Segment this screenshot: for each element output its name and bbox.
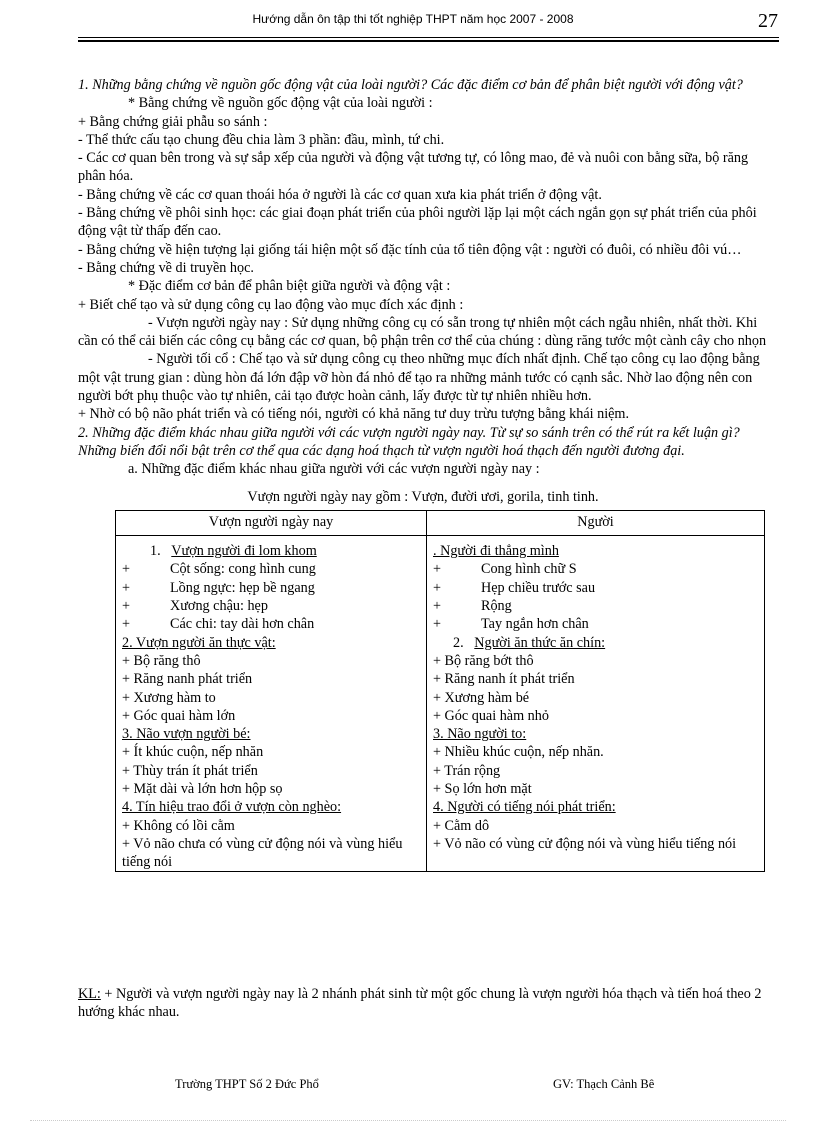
list-item: + Ít khúc cuộn, nếp nhăn	[122, 744, 264, 761]
header-title: Hướng dẫn ôn tập thi tốt nghiệp THPT năm học 2007 - 2008	[252, 12, 574, 26]
list-item: + Góc quai hàm nhỏ	[433, 707, 549, 724]
list-item: + Hẹp chiều trước sau	[433, 579, 596, 596]
paragraph: + Biết chế tạo và sử dụng công cụ lao động vào mục đích xác định :	[78, 296, 464, 313]
list-item: + Bộ răng bớt thô	[433, 652, 534, 669]
list-item: + Góc quai hàm lớn	[122, 707, 236, 724]
list-item: + Vỏ não chưa có vùng cử động nói và vùng hiểu tiếng nói	[122, 835, 403, 871]
question-2: 2. Những đặc điểm khác nhau giữa người với các vượn người ngày nay. Từ sự so sánh trên có thể rút ra kết luận gì? Những biến đổi nổi bật trên cơ thể qua các dạng hoá thạch từ vượn người hoá thạch đến người đương đại.	[78, 424, 740, 459]
list-item: + Rộng	[433, 598, 512, 615]
table-header-human: Người	[427, 510, 765, 535]
list-item: + Vỏ não có vùng cử động nói và vùng hiểu tiếng nói	[433, 835, 737, 852]
list-item: + Các chi: tay dài hơn chân	[122, 616, 315, 633]
group-title: . Người đi thẳng mình	[433, 543, 559, 560]
question-1: 1. Những bằng chứng về nguồn gốc động vật của loài người? Các đặc điểm cơ bản để phân biệt người với động vật?	[78, 77, 743, 93]
conclusion-label: KL:	[78, 986, 101, 1002]
table-cell-ape	[116, 536, 427, 872]
list-item: + Sọ lớn hơn mặt	[433, 780, 532, 797]
header-rule	[78, 37, 779, 38]
group-title: 4. Tín hiệu trao đổi ở vượn còn nghèo:	[122, 799, 342, 816]
list-item: + Bộ răng thô	[122, 652, 201, 669]
paragraph: - Các cơ quan bên trong và sự sắp xếp của người và động vật tương tự, có lông mao, đẻ và nuôi con bằng sữa, bộ răng phân hóa.	[78, 150, 749, 185]
list-item: + Không có lồi cằm	[122, 817, 235, 834]
list-item: + Trán rộng	[433, 762, 501, 779]
sub-heading-a: a. Những đặc điểm khác nhau giữa người với các vượn người ngày nay :	[128, 461, 540, 478]
table-caption: Vượn người ngày nay gồm : Vượn, đười ươi, gorila, tinh tinh.	[247, 488, 599, 505]
page-header	[78, 10, 778, 40]
list-item: + Nhiều khúc cuộn, nếp nhăn.	[433, 744, 604, 761]
paragraph-ape: - Vượn người ngày nay : Sử dụng những công cụ có sẵn trong tự nhiên một cách ngẫu nhiên, nhất thời. Khi cần có thể cải biến các công cụ bằng các cơ quan, bộ phận trên cơ thể của chúng : dùng răng tước một cành cây cho nhọn	[78, 314, 767, 350]
footer-teacher: GV: Thạch Cảnh Bê	[553, 1077, 655, 1091]
paragraph: - Bằng chứng về các cơ quan thoái hóa ở người là các cơ quan xưa kia phát triển ở động vật.	[78, 186, 602, 203]
list-item: + Cột sống: cong hình cung	[122, 561, 316, 578]
list-item: + Mặt dài và lớn hơn hộp sọ	[122, 780, 283, 797]
table-cell-human	[427, 536, 765, 872]
footer-rule	[30, 1120, 786, 1122]
evidence-heading: * Bằng chứng về nguồn gốc động vật của loài người :	[128, 95, 433, 112]
footer-school: Trường THPT Số 2 Đức Phổ	[175, 1077, 319, 1091]
paragraph: - Bằng chứng về phôi sinh học: các giai đoạn phát triển của phôi người lặp lại một cách ngắn gọn sự phát triển của phôi động vật từ thấp đến cao.	[78, 205, 757, 240]
table-header-ape: Vượn người ngày nay	[116, 510, 427, 535]
list-item: + Xương hàm bé	[433, 689, 530, 706]
list-item: + Xương chậu: hẹp	[122, 598, 268, 615]
list-item: + Thùy trán ít phát triển	[122, 762, 258, 779]
paragraph-ancient: - Người tối cổ : Chế tạo và sử dụng công cụ theo những mục đích nhất định. Chế tạo công cụ lao động bằng một vật trung gian : dùng hòn đá lớn đập vỡ hòn đá nhỏ để tạo ra những mảnh tước có cạnh sắc. Nhờ lao động nên con người bớt phụ thuộc vào tự nhiên, cải tạo được hoàn cảnh, lấy được từ tự nhiên nhiều hơn.	[78, 351, 760, 405]
group-title: 4. Người có tiếng nói phát triển:	[433, 799, 616, 816]
list-item: + Cong hình chữ S	[433, 561, 577, 578]
list-item: + Răng nanh phát triển	[122, 671, 253, 688]
features-heading: * Đặc điểm cơ bản để phân biệt giữa người và động vật :	[128, 278, 451, 295]
group-title: 3. Não người to:	[433, 726, 527, 743]
paragraph: - Bằng chứng về di truyền học.	[78, 259, 254, 276]
conclusion	[78, 985, 768, 1022]
comparison-table	[115, 510, 765, 873]
main-content	[78, 76, 768, 872]
paragraph: + Nhờ có bộ não phát triển và có tiếng nói, người có khả năng tư duy trừu tượng bằng khái niệm.	[78, 406, 630, 423]
conclusion-text: + Người và vượn người ngày nay là 2 nhánh phát sinh từ một gốc chung là vượn người hóa thạch và tiến hoá theo 2 hướng khác nhau.	[78, 986, 762, 1021]
group-title: 1. Vượn người đi lom khom	[150, 543, 317, 560]
paragraph: + Bằng chứng giải phẫu so sánh :	[78, 113, 268, 130]
group-title: 2. Người ăn thức ăn chín:	[453, 634, 606, 651]
list-item: + Răng nanh ít phát triển	[433, 671, 575, 688]
list-item: + Lồng ngực: hẹp bề ngang	[122, 579, 315, 596]
group-title: 3. Não vượn người bé:	[122, 726, 251, 743]
page-number: 27	[758, 10, 778, 32]
list-item: + Cằm dô	[433, 817, 490, 834]
group-title: 2. Vượn người ăn thực vật:	[122, 634, 276, 651]
list-item: + Tay ngắn hơn chân	[433, 616, 589, 633]
paragraph: - Bằng chứng về hiện tượng lại giống tái hiện một số đặc tính của tổ tiên động vật : người có đuôi, có nhiều đôi vú…	[78, 241, 742, 258]
paragraph: - Thể thức cấu tạo chung đều chia làm 3 phần: đầu, mình, tứ chi.	[78, 131, 445, 148]
list-item: + Xương hàm to	[122, 689, 216, 706]
header-rule-thick	[78, 40, 779, 42]
